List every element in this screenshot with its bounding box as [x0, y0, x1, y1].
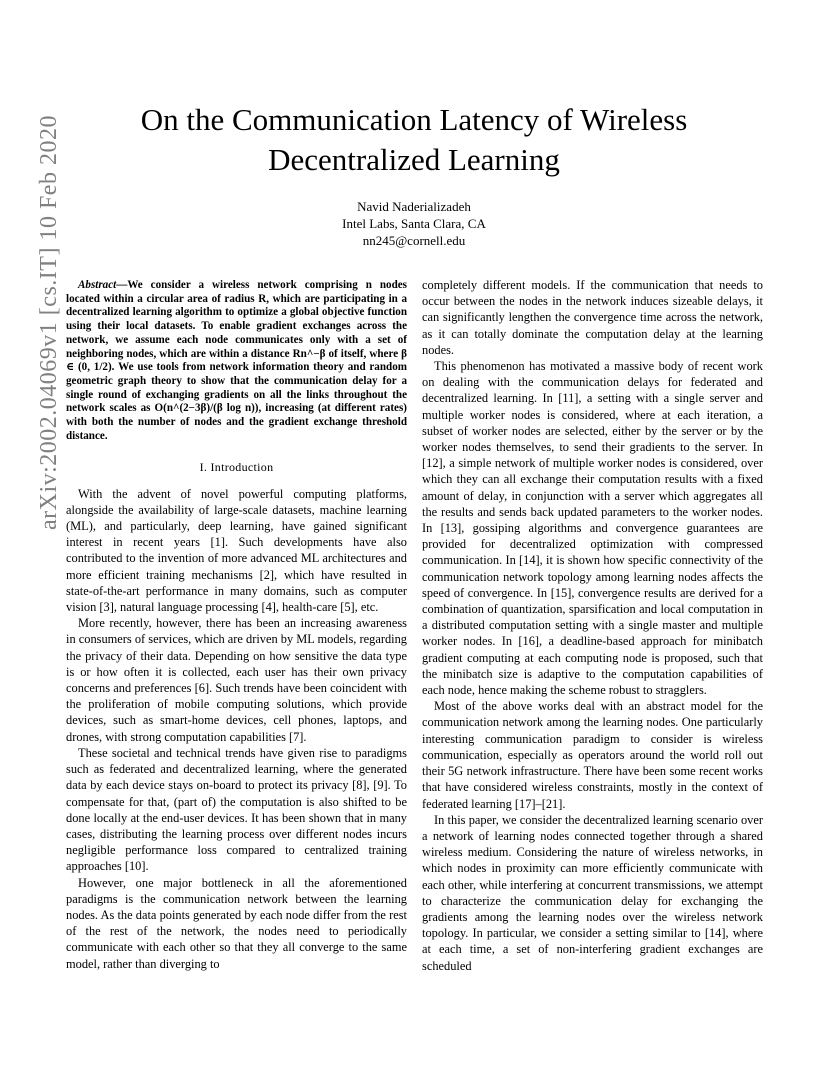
right-paragraph-4: In this paper, we consider the decentralized learning scenario over a network of learning nodes connected together through a shared wireless medium. Considering the nature of wireless networks, in which nodes in proximity can more efficiently communicate with each other, while interfering at concurrent transmissions, we attempt to characterize the communication delay for exchanging the gradients among the learning nodes over the wireless network topology. In particular, we consider a setting similar to [14], where at each time, a set of non-interfering gradient exchanges are scheduled — [422, 812, 763, 973]
author-name: Navid Naderializadeh — [357, 199, 471, 214]
title-line-1: On the Communication Latency of Wireless — [140, 102, 688, 137]
left-column — [66, 279, 407, 972]
left-paragraph-2: More recently, however, there has been an increasing awareness in consumers of services, which are driven by ML models, regarding the privacy of their data. Depending on how sensitive the data type is or how often it is collected, each user has their own privacy concerns and preferences [6]. Such trends have been coincident with the proliferation of mobile computing solutions, which provide devices, such as smart-home devices, cell phones, laptops, and drones, with strong computation capabilities [7]. — [66, 616, 407, 744]
abstract — [66, 279, 407, 443]
right-column — [422, 277, 763, 974]
author-block — [0, 198, 828, 249]
left-paragraph-1: With the advent of novel powerful computing platforms, alongside the availability of large-scale datasets, machine learning (ML), and particularly, deep learning, have gained significant interest in recent years [1]. Such developments have also contributed to the invention of more advanced ML architectures and more efficient training mechanisms [2], which have resulted in state-of-the-art performance in many domains, such as computer vision [3], natural language processing [4], health-care [5], etc. — [66, 486, 407, 615]
abstract-label: Abstract — [78, 279, 117, 291]
right-paragraph-3: Most of the above works deal with an abstract model for the communication network among the learning nodes. One particularly interesting communication paradigm to consider is wireless communication, especially as operators around the world roll out their 5G network infrastructure. There have been some recent works that have considered wireless constraints, mostly in the context of federated learning [17]–[21]. — [422, 699, 763, 811]
section-heading: I. Introduction — [199, 460, 274, 475]
title-line-2: Decentralized Learning — [268, 142, 560, 177]
left-paragraph-4: However, one major bottleneck in all the aforementioned paradigms is the communication network between the learning nodes. As the data points generated by each node differ from the rest of the rest of the network, the nodes need to periodically communicate with each other so that they all converge to the same model, rather than diverging to — [66, 875, 407, 971]
right-paragraph-2: This phenomenon has motivated a massive body of recent work on dealing with the communication delays for federated and decentralized learning. In [11], a setting with a single server and multiple worker nodes is considered, where at each iteration, a subset of worker nodes are selected, either by the server or by the worker nodes themselves, to send their gradients to the server. In [12], a simple network of multiple worker nodes is considered, over which they can all exchange their computation results with a fixed amount of delay, in conjunction with a server which aggregates all the results and sends back updated parameters to the worker nodes. In [13], gossiping algorithms and convergence guarantees are provided for decentralized optimization with compressed communication. In [14], it is shown how specific connectivity of the communication network topology among learning nodes affects the speed of convergence. In [15], convergence results are derived for a combination of quantization, sparsification and local computation in a distributed computation setting with a single master and multiple worker nodes. In [16], a deadline-based approach for minibatch gradient computing at each computing node is proposed, such that the minibatch size is adaptive to the computation capabilities of each node, hence making the scheme robust to stragglers. — [422, 359, 763, 698]
right-paragraph-1: completely different models. If the communication that needs to occur between the nodes in the network induces sizeable delays, it can significantly lengthen the convergence time across the network, as it can totally dominate the computation delay at the learning nodes. — [422, 278, 763, 357]
abstract-text: —We consider a wireless network comprising n nodes located within a circular area of radius R, which are participating in a decentralized learning algorithm to optimize a global objective function using their local datasets. To enable gradient exchanges across the network, we assume each node communicates only with a set of neighboring nodes, which are within a distance Rn^−β of itself, where β ∈ (0, 1/2). We use tools from network information theory and random geometric graph theory to show that the communication delay for a single round of exchanging gradients on all the links throughout the network scales as O(n^(2−3β)/(β log n)), increasing (at different rates) with both the number of nodes and the gradient exchange threshold distance. — [66, 279, 407, 442]
author-affiliation: Intel Labs, Santa Clara, CA — [342, 216, 486, 231]
paper-title — [0, 100, 828, 180]
author-email[interactable]: nn245@cornell.edu — [362, 233, 466, 248]
left-paragraph-3: These societal and technical trends have given rise to paradigms such as federated and decentralized learning, where the generated data by each device stays on-board to protect its privacy [8], [9]. To compensate for that, (part of) the computation is also shifted to be done locally at the end-user devices. It has been shown that in many cases, distributing the learning process over different nodes incurs negligible performance loss compared to centralized training approaches [10]. — [66, 745, 407, 874]
arxiv-identifier: arXiv:2002.04069v1 [cs.IT] 10 Feb 2020 — [36, 115, 62, 530]
